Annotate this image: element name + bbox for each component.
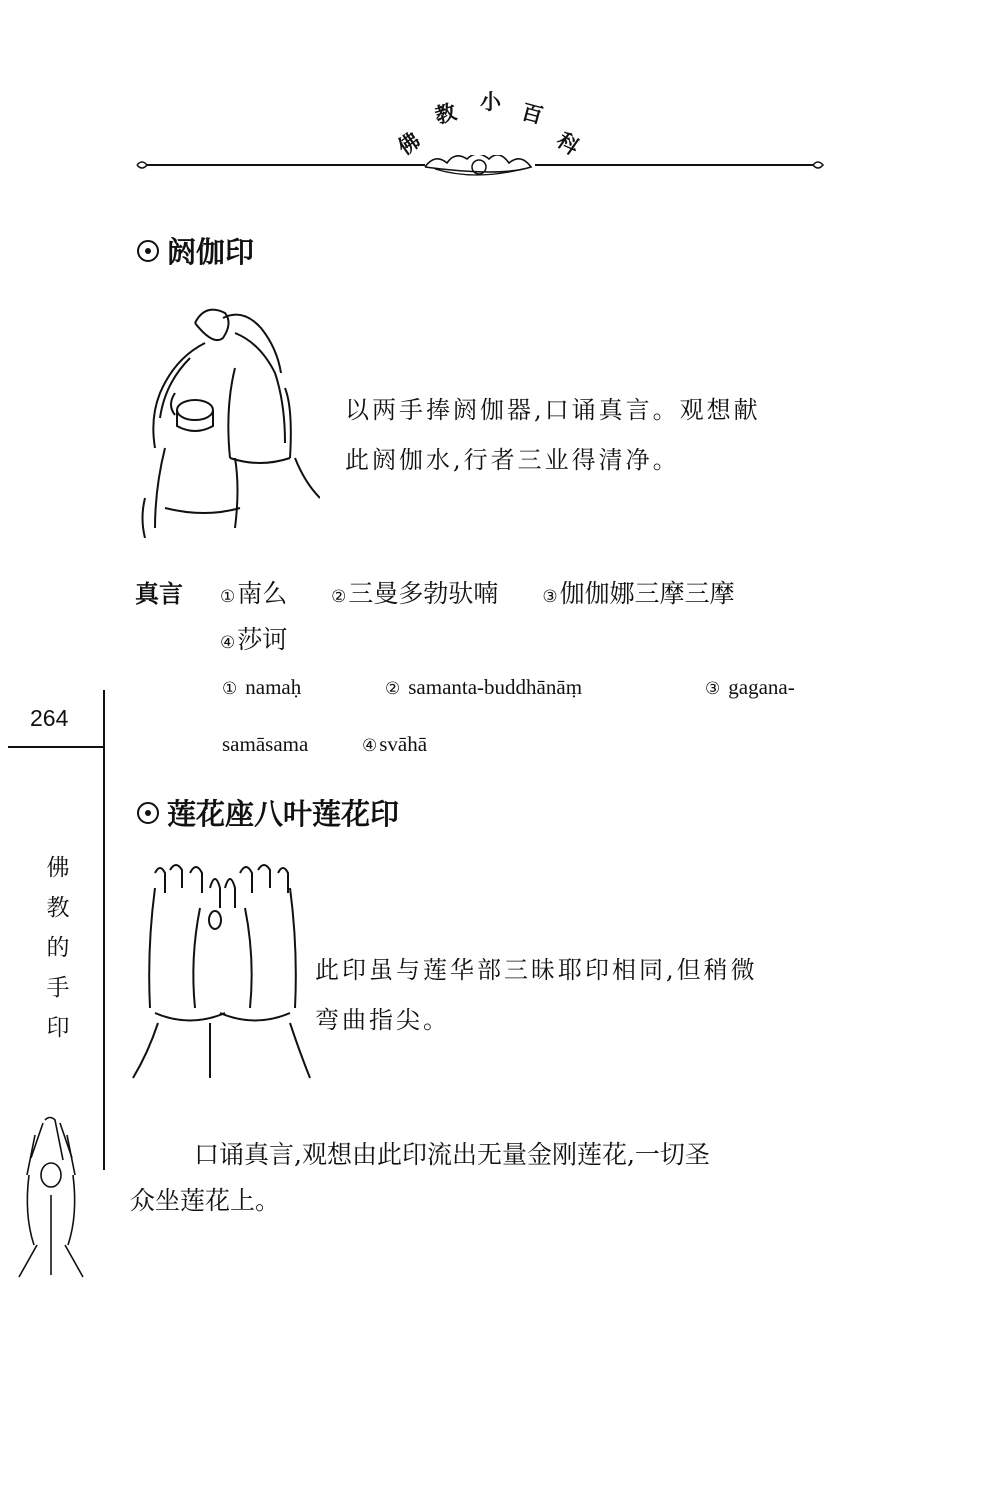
lotus-mudra-description — [315, 945, 758, 1045]
chapter-title-char: 的 — [46, 935, 70, 961]
mantra-number: ③ — [705, 679, 721, 698]
lotus-mudra-illustration — [130, 858, 315, 1083]
circle-bullet-icon — [137, 240, 159, 262]
series-title-char: 科 — [552, 127, 584, 160]
description-line: 此印虽与莲华部三昧耶印相同,但稍微 — [315, 956, 758, 984]
section-title-text: 莲花座八叶莲花印 — [167, 797, 400, 831]
mantra-number: ④ — [220, 633, 236, 653]
chapter-title-char: 佛 — [46, 855, 70, 881]
mantra-hanzi-line-2 — [220, 620, 287, 656]
lotus-mudra-paragraph — [130, 1132, 830, 1224]
description-line: 弯曲指尖。 — [315, 1006, 450, 1034]
chapter-title-char: 印 — [46, 1015, 70, 1041]
chapter-title-char: 教 — [46, 895, 70, 921]
mantra-roman-item — [385, 675, 582, 700]
mantra-roman-item — [222, 675, 301, 700]
mantra-hanzi-line-1 — [220, 574, 735, 610]
section-title-argha-mudra — [137, 230, 254, 271]
page-number-rule — [8, 746, 105, 748]
mantra-number: ② — [331, 587, 347, 607]
paragraph-line: 众坐莲花上。 — [130, 1186, 281, 1215]
series-title-char: 百 — [518, 99, 546, 129]
mantra-syllable: 南么 — [237, 579, 288, 608]
series-title-char: 教 — [432, 99, 460, 129]
mantra-syllable: 三曼多勃驮喃 — [348, 579, 499, 608]
mantra-number: ② — [385, 679, 401, 698]
mantra-roman-item — [362, 732, 427, 757]
section-title-lotus-mudra — [137, 792, 399, 833]
mantra-number: ④ — [362, 736, 378, 755]
mantra-roman-text: samanta-buddhānāṃ — [408, 675, 583, 699]
mantra-roman-text: samāsama — [222, 732, 309, 756]
header-ornament-rule — [135, 155, 825, 185]
mantra-roman-item — [705, 675, 795, 700]
argha-mudra-description — [345, 385, 761, 485]
series-title-char: 小 — [480, 90, 501, 114]
mantra-number: ③ — [542, 587, 558, 607]
mantra-roman-text: gagana- — [728, 675, 795, 699]
mantra-roman-item — [222, 732, 308, 757]
description-line: 以两手捧阏伽器,口诵真言。观想献 — [345, 396, 761, 424]
chapter-title-vertical — [40, 848, 76, 1048]
mantra-syllable: 伽伽娜三摩三摩 — [559, 579, 735, 608]
mantra-number: ① — [222, 679, 238, 698]
series-title-char: 佛 — [393, 127, 425, 160]
paragraph-line: 口诵真言,观想由此印流出无量金刚莲花,一切圣 — [194, 1140, 710, 1169]
margin-hands-illustration — [15, 1115, 90, 1280]
description-line: 此阏伽水,行者三业得清净。 — [345, 446, 680, 474]
margin-vertical-rule — [103, 690, 105, 1170]
mantra-number: ① — [220, 587, 236, 607]
page-number: 264 — [30, 705, 69, 731]
circle-bullet-icon — [137, 802, 159, 824]
argha-mudra-illustration — [135, 298, 320, 538]
mantra-syllable: 莎诃 — [237, 625, 288, 654]
section-title-text: 阏伽印 — [167, 235, 255, 269]
mantra-roman-text: svāhā — [379, 732, 428, 756]
chapter-title-char: 手 — [46, 975, 70, 1001]
mantra-roman-text: namaḥ — [245, 675, 302, 699]
mantra-label: 真言 — [135, 580, 183, 608]
